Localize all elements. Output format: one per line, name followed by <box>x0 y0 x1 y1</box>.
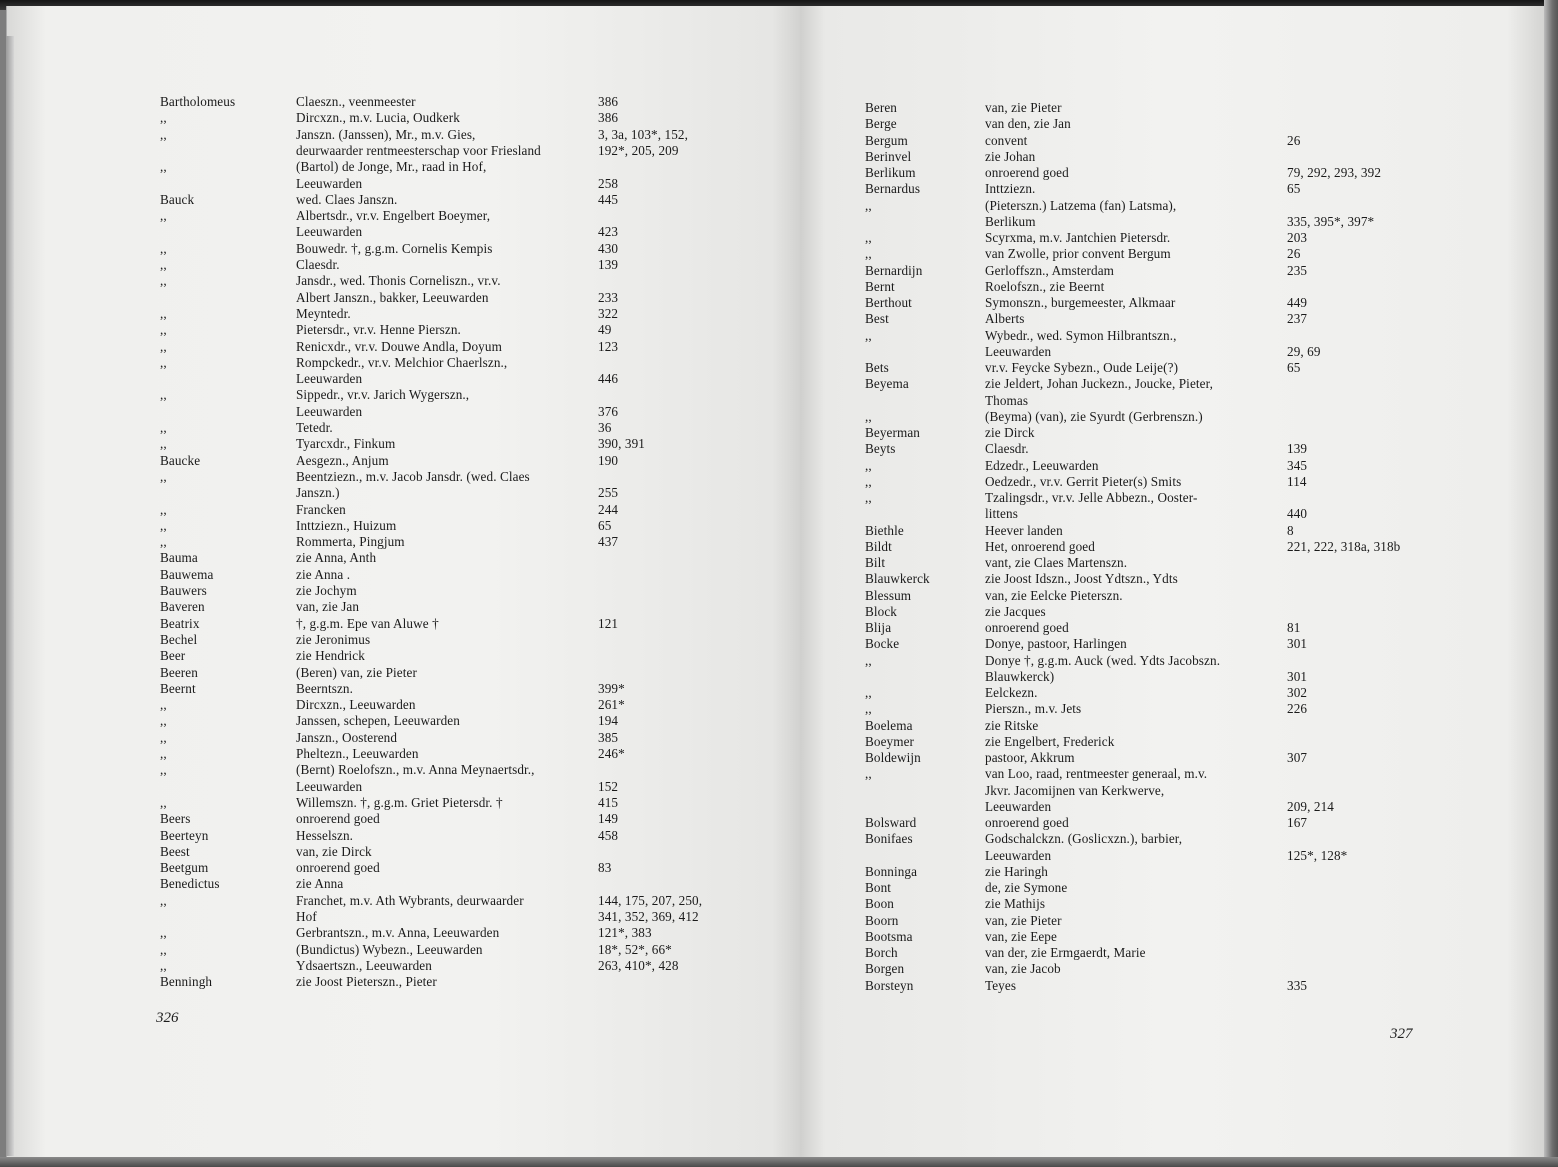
entry-references: 26 <box>1287 132 1301 148</box>
entry-description: van den, zie Jan <box>985 116 1071 132</box>
entry-references: 423 <box>598 224 619 240</box>
entry-references: 190 <box>598 452 619 468</box>
entry-description: zie Jacques <box>985 603 1046 619</box>
entry-name: Beernt <box>160 680 196 696</box>
entry-description: (Bundictus) Wybezn., Leeuwarden <box>296 941 483 957</box>
entry-name: Bolsward <box>865 815 917 830</box>
entry-description: Rompckedr., vr.v. Melchior Chaerlszn., <box>296 354 508 370</box>
entry-description: Beerntszn. <box>296 680 354 696</box>
entry-name: Boon <box>865 896 894 912</box>
entry-name: Bergum <box>865 132 908 148</box>
entry-description: zie Engelbert, Frederick <box>985 733 1115 749</box>
entry-references: 81 <box>1287 620 1301 635</box>
entry-name: Beers <box>160 811 191 827</box>
entry-references: 399* <box>598 680 625 696</box>
entry-description: deurwaarder rentmeesterschap voor Friesland <box>296 142 541 158</box>
entry-name: Boelema <box>865 717 913 733</box>
entry-references: 376 <box>598 403 619 419</box>
entry-references: 386 <box>598 110 619 126</box>
entry-references: 237 <box>1287 311 1308 327</box>
entry-name: Beeren <box>160 664 198 680</box>
entry-references: 29, 69 <box>1287 343 1321 359</box>
entry-references: 3, 3a, 103*, 152, <box>598 126 688 142</box>
entry-description: littens <box>985 506 1018 522</box>
entry-description: Leeuwarden <box>296 778 363 794</box>
entry-description: Leeuwarden <box>296 175 363 191</box>
entry-description: Aesgezn., Anjum <box>296 452 389 468</box>
left-page <box>6 6 804 1158</box>
entry-references: 8 <box>1287 522 1294 538</box>
entry-references: 226 <box>1287 701 1308 717</box>
entry-name: ,, <box>160 110 167 126</box>
entry-name: Beren <box>865 100 897 115</box>
entry-description: Janszn.) <box>296 485 340 501</box>
entry-name: ,, <box>865 766 872 782</box>
entry-description: van, zie Pieter <box>985 912 1062 928</box>
entry-name: Berinvel <box>865 148 912 164</box>
entry-description: Eelckezn. <box>985 685 1038 700</box>
entry-description: (Bartol) de Jonge, Mr., raad in Hof, <box>296 159 487 175</box>
entry-references: 246* <box>598 746 625 761</box>
entry-name: ,, <box>160 468 167 484</box>
entry-description: van, zie Jan <box>296 599 360 615</box>
entry-description: Donye †, g.g.m. Auck (wed. Ydts Jacobszn. <box>985 652 1221 668</box>
entry-description: Dircxzn., m.v. Lucia, Oudkerk <box>296 110 460 126</box>
entry-references: 125*, 128* <box>1287 847 1348 863</box>
entry-name: ,, <box>160 338 167 354</box>
entry-references: 123 <box>598 338 619 354</box>
entry-references: 255 <box>598 485 619 501</box>
page-edge <box>6 36 14 1156</box>
entry-name: Benedictus <box>160 876 220 892</box>
entry-description: Tzalingsdr., vr.v. Jelle Abbezn., Ooster- <box>985 490 1198 505</box>
entry-references: 139 <box>1287 441 1308 457</box>
entry-description: van, zie Pieter <box>985 100 1062 115</box>
entry-description: Donye, pastoor, Harlingen <box>985 636 1127 652</box>
right-page-number: 327 <box>1390 1026 1413 1042</box>
entry-name: Bootsma <box>865 928 913 944</box>
entry-description: Gerloffszn., Amsterdam <box>985 262 1115 278</box>
entry-references: 152 <box>598 778 619 794</box>
entry-name: Beetgum <box>160 860 209 876</box>
entry-references: 458 <box>598 827 619 843</box>
entry-name: ,, <box>160 794 167 810</box>
entry-name: ,, <box>160 159 167 175</box>
entry-name: ,, <box>160 729 167 745</box>
book-edge <box>1544 0 1558 1167</box>
entry-name: Bauwers <box>160 583 207 598</box>
entry-description: Leeuwarden <box>985 798 1052 814</box>
entry-name: ,, <box>160 517 167 533</box>
entry-description: Leeuwarden <box>296 224 363 240</box>
entry-name: ,, <box>865 246 872 262</box>
entry-description: zie Johan <box>985 148 1036 164</box>
entry-description: onroerend goed <box>985 815 1069 830</box>
entry-name: ,, <box>160 941 167 957</box>
entry-name: Beyts <box>865 441 896 457</box>
entry-name: Bauck <box>160 191 195 207</box>
entry-description: Beentziezn., m.v. Jacob Jansdr. (wed. Claes <box>296 468 530 484</box>
entry-name: Boorn <box>865 912 899 928</box>
entry-name: Borsteyn <box>865 977 914 993</box>
entry-references: 263, 410*, 428 <box>598 957 679 973</box>
entry-name: Bernardus <box>865 181 921 197</box>
entry-description: Alberts <box>985 311 1025 327</box>
entry-description: Janszn., Oosterend <box>296 729 398 745</box>
entry-references: 65 <box>1287 181 1301 197</box>
entry-description: Willemszn. †, g.g.m. Griet Pietersdr. † <box>296 794 503 810</box>
entry-name: Bildt <box>865 538 892 554</box>
entry-references: 65 <box>598 517 612 533</box>
entry-references: 114 <box>1287 473 1307 489</box>
entry-references: 244 <box>598 501 619 517</box>
entry-name: ,, <box>160 387 167 403</box>
entry-description: Pierszn., m.v. Jets <box>985 701 1082 717</box>
entry-description: Scyrxma, m.v. Jantchien Pietersdr. <box>985 230 1171 245</box>
entry-references: 203 <box>1287 230 1308 245</box>
entry-description: Franchet, m.v. Ath Wybrants, deurwaarder <box>296 892 524 908</box>
entry-name: Beyerman <box>865 425 920 440</box>
entry-references: 335 <box>1287 977 1308 993</box>
entry-description: Janszn. (Janssen), Mr., m.v. Gies, <box>296 126 476 142</box>
entry-description: zie Jeronimus <box>296 631 371 647</box>
entry-description: zie Dirck <box>985 425 1035 440</box>
entry-references: 121 <box>598 615 619 631</box>
entry-description: Sippedr., vr.v. Jarich Wygerszn., <box>296 387 470 403</box>
entry-references: 36 <box>598 420 612 435</box>
entry-description: pastoor, Akkrum <box>985 750 1075 765</box>
entry-description: Berlikum <box>985 213 1036 229</box>
entry-description: zie Hendrick <box>296 648 365 664</box>
entry-name: Blessum <box>865 587 912 603</box>
entry-name: ,, <box>160 762 167 778</box>
entry-name: ,, <box>160 925 167 941</box>
entry-description: Pietersdr., vr.v. Henne Pierszn. <box>296 322 461 338</box>
book-bottom-shadow <box>0 1157 1558 1167</box>
entry-references: 335, 395*, 397* <box>1287 213 1375 229</box>
entry-name: Blauwkerck <box>865 571 930 587</box>
entry-description: Janssen, schepen, Leeuwarden <box>296 713 460 729</box>
entry-name: Bont <box>865 880 892 895</box>
entry-description: Edzedr., Leeuwarden <box>985 457 1099 473</box>
entry-description: Tyarcxdr., Finkum <box>296 436 396 452</box>
entry-description: vr.v. Feycke Sybezn., Oude Leije(?) <box>985 360 1179 375</box>
entry-description: Thomas <box>985 392 1029 408</box>
entry-description: Pheltezn., Leeuwarden <box>296 746 419 761</box>
entry-description: van, zie Eelcke Pieterszn. <box>985 587 1123 603</box>
entry-description: Godschalckzn. (Goslicxzn.), barbier, <box>985 831 1183 847</box>
entry-references: 139 <box>598 257 619 272</box>
entry-description: †, g.g.m. Epe van Aluwe † <box>296 615 439 631</box>
entry-description: (Beyma) (van), zie Syurdt (Gerbrenszn.) <box>985 408 1203 424</box>
entry-description: zie Ritske <box>985 717 1039 733</box>
entry-name: Borgen <box>865 961 905 977</box>
entry-name: ,, <box>160 240 167 256</box>
entry-description: Wybedr., wed. Symon Hilbrantszn., <box>985 327 1177 343</box>
entry-name: Bauma <box>160 550 198 566</box>
entry-name: ,, <box>160 208 167 224</box>
entry-name: Bonifaes <box>865 831 913 847</box>
entry-name: Blija <box>865 620 892 635</box>
entry-description: Het, onroerend goed <box>985 538 1095 554</box>
entry-description: Leeuwarden <box>296 371 363 387</box>
entry-references: 445 <box>598 191 619 207</box>
entry-description: Bouwedr. †, g.g.m. Cornelis Kempis <box>296 240 493 256</box>
entry-description: Tetedr. <box>296 420 333 435</box>
entry-references: 49 <box>598 322 612 338</box>
entry-references: 415 <box>598 794 619 810</box>
entry-description: (Bernt) Roelofszn., m.v. Anna Meynaertsdr., <box>296 762 535 778</box>
entry-name: ,, <box>160 257 167 272</box>
entry-description: Gerbrantszn., m.v. Anna, Leeuwarden <box>296 925 500 941</box>
entry-name: ,, <box>160 746 167 761</box>
entry-name: Beyema <box>865 376 909 392</box>
entry-description: Claesdr. <box>296 257 340 272</box>
entry-description: van, zie Eepe <box>985 928 1057 944</box>
entry-references: 449 <box>1287 295 1308 310</box>
entry-description: Inttziezn., Huizum <box>296 517 397 533</box>
entry-name: Boeymer <box>865 733 915 749</box>
entry-description: van, zie Dirck <box>296 843 372 859</box>
entry-references: 322 <box>598 305 619 321</box>
entry-name: Bilt <box>865 555 886 570</box>
entry-name: Beer <box>160 648 186 664</box>
entry-description: zie Anna . <box>296 566 351 582</box>
entry-description: Jkvr. Jacomijnen van Kerkwerve, <box>985 782 1165 798</box>
entry-description: van, zie Jacob <box>985 961 1061 977</box>
entry-description: Albertsdr., vr.v. Engelbert Boeymer, <box>296 208 491 224</box>
entry-references: 194 <box>598 713 619 729</box>
entry-references: 430 <box>598 240 619 256</box>
entry-description: van der, zie Ermgaerdt, Marie <box>985 945 1146 960</box>
entry-references: 83 <box>598 860 612 876</box>
entry-name: Block <box>865 603 898 619</box>
entry-name: Bernardijn <box>865 262 923 278</box>
entry-name: Bonninga <box>865 863 918 879</box>
entry-name: ,, <box>160 534 167 550</box>
entry-name: Biethle <box>865 522 904 538</box>
entry-name: ,, <box>160 436 167 452</box>
entry-description: Jansdr., wed. Thonis Corneliszn., vr.v. <box>296 273 501 289</box>
entry-references: 390, 391 <box>598 436 645 452</box>
entry-name: Baucke <box>160 452 201 468</box>
entry-name: ,, <box>865 473 872 489</box>
entry-description: Oedzedr., vr.v. Gerrit Pieter(s) Smits <box>985 473 1182 489</box>
entry-references: 302 <box>1287 685 1308 700</box>
entry-name: Beatrix <box>160 615 200 631</box>
entry-name: Berge <box>865 116 897 132</box>
entry-description: Claeszn., veenmeester <box>296 94 416 109</box>
entry-name: ,, <box>865 701 872 717</box>
entry-description: Roelofszn., zie Beernt <box>985 278 1105 294</box>
entry-description: onroerend goed <box>296 860 380 876</box>
entry-description: onroerend goed <box>296 811 380 827</box>
entry-name: ,, <box>160 697 167 713</box>
entry-name: Berlikum <box>865 165 916 180</box>
entry-description: Claesdr. <box>985 441 1029 457</box>
entry-description: (Beren) van, zie Pieter <box>296 664 417 680</box>
entry-name: ,, <box>160 957 167 973</box>
entry-name: ,, <box>160 305 167 321</box>
entry-name: ,, <box>160 892 167 908</box>
entry-references: 301 <box>1287 668 1308 684</box>
entry-name: Bets <box>865 360 889 375</box>
entry-name: Beest <box>160 843 190 859</box>
entry-description: de, zie Symone <box>985 880 1068 895</box>
entry-references: 341, 352, 369, 412 <box>598 909 699 924</box>
entry-name: ,, <box>160 501 167 517</box>
entry-name: ,, <box>865 197 872 213</box>
entry-references: 121*, 383 <box>598 925 652 941</box>
entry-references: 386 <box>598 94 619 109</box>
entry-description: van Loo, raad, rentmeester generaal, m.v. <box>985 766 1208 782</box>
entry-references: 233 <box>598 289 619 305</box>
entry-references: 261* <box>598 697 625 713</box>
entry-name: ,, <box>865 457 872 473</box>
entry-name: Bauwema <box>160 566 214 582</box>
entry-description: Renicxdr., vr.v. Douwe Andla, Doyum <box>296 338 502 354</box>
entry-description: Teyes <box>985 977 1017 993</box>
entry-name: Bartholomeus <box>160 94 236 109</box>
entry-description: Francken <box>296 501 346 517</box>
entry-name: Bocke <box>865 636 900 652</box>
entry-description: (Pieterszn.) Latzema (fan) Latsma), <box>985 197 1177 213</box>
entry-description: Hof <box>296 909 317 924</box>
entry-description: zie Joost Idszn., Joost Ydtszn., Ydts <box>985 571 1178 587</box>
entry-references: 437 <box>598 534 619 550</box>
entry-description: Leeuwarden <box>985 847 1052 863</box>
entry-references: 221, 222, 318a, 318b <box>1287 538 1401 554</box>
entry-name: ,, <box>160 354 167 370</box>
entry-description: Hesselszn. <box>296 827 354 843</box>
entry-references: 440 <box>1287 506 1308 522</box>
entry-name: ,, <box>160 420 167 435</box>
entry-description: Ydsaertszn., Leeuwarden <box>296 957 432 973</box>
entry-name: ,, <box>160 126 167 142</box>
entry-name: Bernt <box>865 278 895 294</box>
entry-name: ,, <box>160 273 167 289</box>
entry-name: ,, <box>865 490 872 505</box>
entry-name: Bechel <box>160 631 198 647</box>
entry-references: 192*, 205, 209 <box>598 142 679 158</box>
entry-references: 385 <box>598 729 619 745</box>
entry-description: onroerend goed <box>985 165 1069 180</box>
left-page-number: 326 <box>156 1010 179 1026</box>
entry-description: zie Joost Pieterszn., Pieter <box>296 974 437 990</box>
entry-description: zie Jeldert, Johan Juckezn., Joucke, Pieter, <box>985 376 1213 392</box>
entry-references: 167 <box>1287 815 1308 830</box>
entry-references: 209, 214 <box>1287 798 1334 814</box>
entry-description: wed. Claes Janszn. <box>296 191 398 207</box>
entry-description: zie Anna, Anth <box>296 550 377 566</box>
entry-name: Beerteyn <box>160 827 209 843</box>
entry-references: 235 <box>1287 262 1308 278</box>
entry-description: Symonszn., burgemeester, Alkmaar <box>985 295 1176 310</box>
entry-name: ,, <box>865 652 872 668</box>
entry-name: ,, <box>865 685 872 700</box>
entry-description: zie Mathijs <box>985 896 1046 912</box>
entry-description: zie Haringh <box>985 863 1048 879</box>
entry-name: Best <box>865 311 889 327</box>
entry-name: Boldewijn <box>865 750 921 765</box>
entry-references: 79, 292, 293, 392 <box>1287 165 1382 180</box>
entry-name: Berthout <box>865 295 912 310</box>
entry-description: zie Anna <box>296 876 344 892</box>
entry-references: 446 <box>598 371 619 387</box>
entry-name: ,, <box>160 322 167 338</box>
entry-description: Leeuwarden <box>985 343 1052 359</box>
entry-references: 144, 175, 207, 250, <box>598 892 703 908</box>
entry-references: 18*, 52*, 66* <box>598 941 672 957</box>
entry-description: Rommerta, Pingjum <box>296 534 405 550</box>
entry-description: Albert Janszn., bakker, Leeuwarden <box>296 289 489 305</box>
entry-description: Heever landen <box>985 522 1063 538</box>
entry-references: 149 <box>598 811 619 827</box>
entry-name: Borch <box>865 945 898 960</box>
entry-description: Dircxzn., Leeuwarden <box>296 697 416 713</box>
entry-name: Baveren <box>160 599 205 615</box>
right-page <box>800 6 1544 1158</box>
entry-description: onroerend goed <box>985 620 1069 635</box>
entry-references: 307 <box>1287 750 1308 765</box>
entry-references: 301 <box>1287 636 1308 652</box>
entry-name: ,, <box>865 408 872 424</box>
entry-description: Leeuwarden <box>296 403 363 419</box>
entry-description: vant, zie Claes Martenszn. <box>985 555 1128 570</box>
entry-name: ,, <box>865 327 872 343</box>
entry-description: Blauwkerck) <box>985 668 1055 684</box>
entry-references: 65 <box>1287 360 1301 375</box>
entry-description: van Zwolle, prior convent Bergum <box>985 246 1171 262</box>
entry-name: ,, <box>160 713 167 729</box>
entry-description: zie Jochym <box>296 583 357 598</box>
entry-name: Benningh <box>160 974 213 990</box>
entry-description: convent <box>985 132 1028 148</box>
entry-description: Meyntedr. <box>296 305 351 321</box>
entry-description: Inttziezn. <box>985 181 1036 197</box>
entry-references: 345 <box>1287 457 1308 473</box>
entry-references: 258 <box>598 175 619 191</box>
entry-name: ,, <box>865 230 872 245</box>
entry-references: 26 <box>1287 246 1301 262</box>
